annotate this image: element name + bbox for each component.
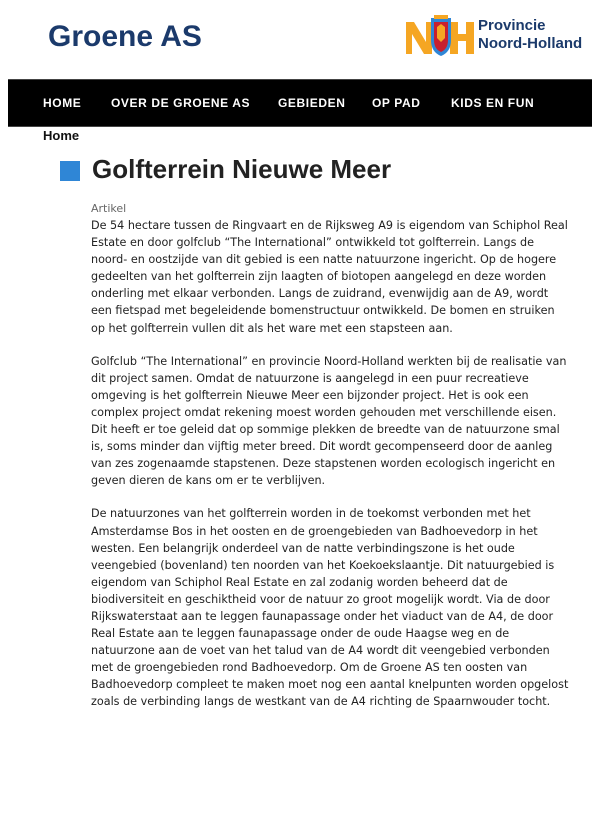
provincie-logo-text (478, 17, 582, 53)
breadcrumb[interactable]: Home (43, 128, 80, 143)
page-title: Golfterrein Nieuwe Meer (92, 154, 392, 184)
nav-item-home[interactable]: HOME (43, 96, 82, 110)
article-content (91, 201, 571, 727)
logo-line-1: Provincie (478, 17, 546, 34)
nav-item-over-de-groene-as[interactable]: OVER DE GROENE AS (111, 96, 251, 110)
article-type-label: Artikel (91, 202, 127, 215)
provincie-logo[interactable] (404, 14, 594, 58)
article-paragraph-3: De natuurzones van het golfterrein worden in de toekomst verbonden met het Amsterdamse Bos in het oosten en de groengebieden van Badhoevedorp in het westen. Een belangrijk onderdeel van de natte verbindingszone is het oude veengebied (bovenland) ten noorden van het Koekoekslaantje. Dit natuurgebied is eigendom van Schiphol Real Estate en zal zodanig worden beheerd dat de biodiversiteit en geschiktheid voor de natuur zo groot mogelijk wordt. Via de door Rijkswaterstaat aan te leggen faunapassage onder het viaduct van de A4, de door Real Estate aan te leggen faunapassage onder de oude Haagse weg en de natuurzone aan de voet van het talud van de A4 wordt dit veengebied verbonden met de groengebieden rond Badhoevedorp. Om de Groene AS ten oosten van Badhoevedorp compleet te maken moet nog een aantal knelpunten worden opgelost zoals de verbinding langs de westkant van de A4 richting de Spaarnwouder tocht. (91, 507, 569, 709)
title-square-icon (60, 161, 80, 181)
article-paragraph-2: Golfclub “The International” en provincie Noord-Holland werkten bij de realisatie van dit project samen. Omdat de natuurzone is aangelegd in een puur recreatieve omgeving is het golfterrein Nieuwe Meer een bijzonder project. Het is ook een complex project omdat rekening moest worden gehouden met verschillende eisen. Dit heeft er toe geleid dat op sommige plekken de breedte van de natuurzone smal is, soms minder dan vijftig meter breed. Dit wordt gecompenseerd door de aanleg van zes zogenaamde stapstenen. Deze stapstenen worden ecologisch ingericht en geven dieren de kans om er te verblijven. (91, 354, 567, 488)
logo-line-2: Noord-Holland (478, 35, 583, 52)
nav-item-kids-en-fun[interactable]: KIDS EN FUN (451, 96, 535, 110)
nav-item-gebieden[interactable]: GEBIEDEN (278, 96, 346, 110)
site-title[interactable]: Groene AS (48, 20, 202, 53)
provincie-logo-icon (404, 14, 476, 58)
nav-item-op-pad[interactable]: OP PAD (372, 96, 421, 110)
main-navigation (8, 79, 592, 127)
article-paragraph-1: De 54 hectare tussen de Ringvaart en de Rijksweg A9 is eigendom van Schiphol Real Estate en door golfclub “The International” ontwikkeld tot golfterrein. Langs de noord- en oostzijde van dit gebied is een natte natuurzone ingericht. Op de hogere gedeelten van het golfterrein zijn laagten of biotopen aangelegd en deze worden onderling met elkaar verbonden. Langs de zuidrand, evenwijdig aan de A9, wordt een fietspad met begeleidende bomenstructuur ontwikkeld. De bomen en struiken op het golfterrein vullen dit als het ware met een stapsteen aan. (91, 219, 568, 335)
